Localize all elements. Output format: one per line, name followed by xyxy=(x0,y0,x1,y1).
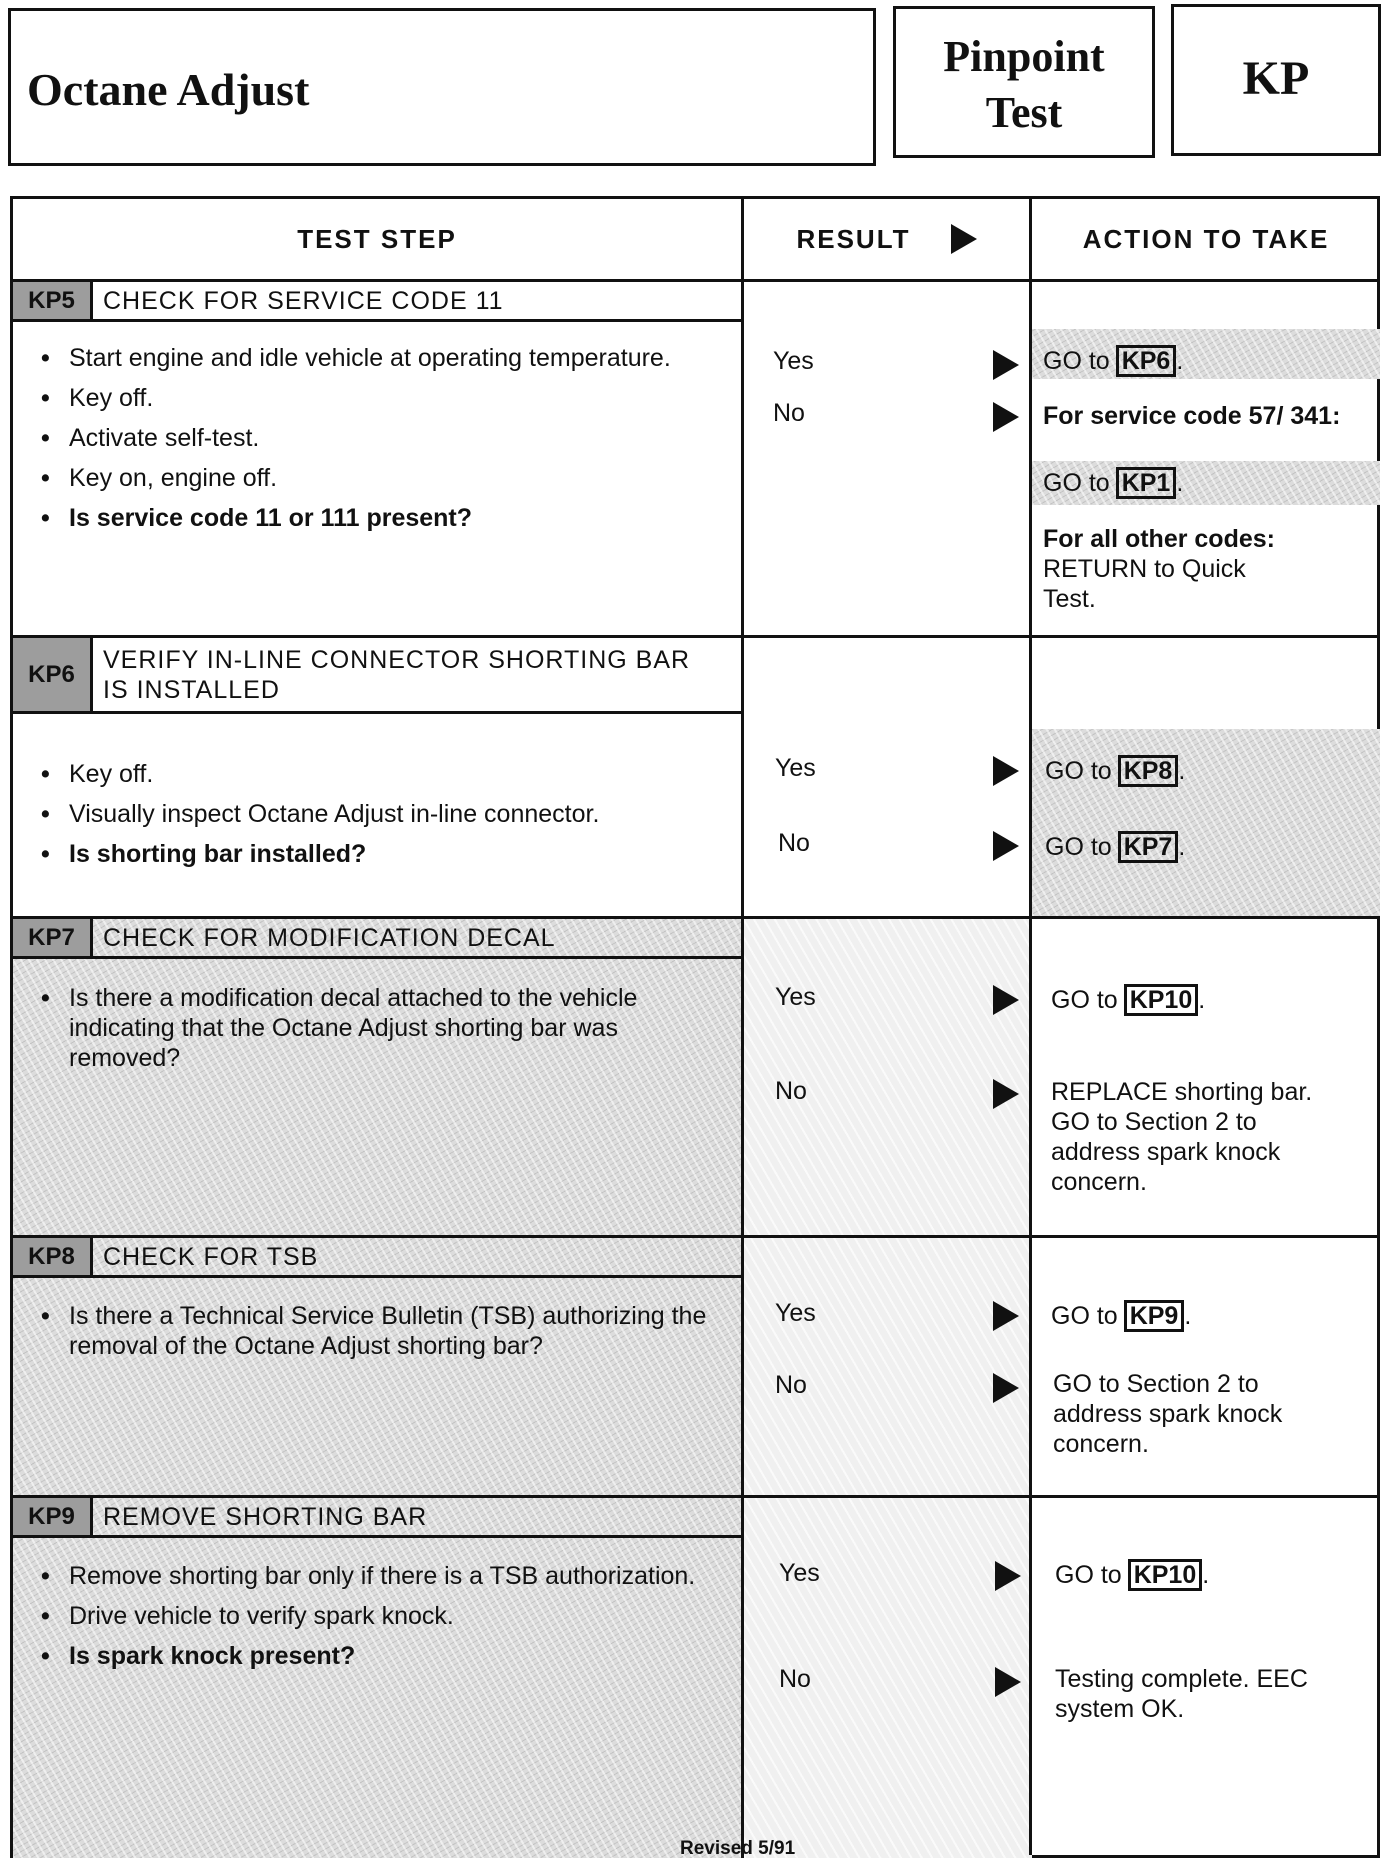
step-tag: KP7 xyxy=(13,919,93,956)
list-item: • Drive vehicle to verify spark knock. xyxy=(41,1601,701,1631)
test-code-box xyxy=(1171,4,1381,156)
action-no: REPLACE shorting bar. GO to Section 2 to address spark knock concern. xyxy=(1051,1078,1313,1196)
action-yes: GO to KP9 . xyxy=(1051,1302,1192,1330)
list-item: • Is there a modification decal attached to the vehicle indicating that the Octane Adjust shorting bar was removed? xyxy=(41,983,721,1073)
action-no: GO to Section 2 to address spark knock concern. xyxy=(1053,1370,1283,1458)
title-box xyxy=(8,8,876,166)
arrow-right-icon xyxy=(995,1667,1021,1697)
step-ref: KP9 xyxy=(1124,1300,1185,1332)
list-item: • Activate self-test. xyxy=(41,423,681,453)
arrow-right-icon xyxy=(951,224,977,254)
list-item: • Is shorting bar installed? xyxy=(41,839,701,869)
action-no-all-text: RETURN to Quick Test. xyxy=(1043,555,1246,613)
result-yes: Yes xyxy=(775,754,816,782)
step-header-kp9 xyxy=(13,1498,741,1538)
action-text: GO to xyxy=(1051,1302,1118,1330)
action-text: GO to xyxy=(1051,986,1118,1014)
step-bullets-kp6 xyxy=(41,759,701,879)
action-text: GO to xyxy=(1045,757,1112,785)
action-text: GO to xyxy=(1043,347,1110,375)
test-code: KP xyxy=(1242,52,1310,105)
step-tag: KP5 xyxy=(13,282,93,319)
step-tag: KP6 xyxy=(13,638,93,711)
step-bullets-kp5 xyxy=(41,343,681,543)
result-no: No xyxy=(775,1371,807,1399)
result-no: No xyxy=(775,1077,807,1105)
action-no-go: GO to KP1 . xyxy=(1043,469,1184,497)
step-bullets-kp8 xyxy=(41,1301,731,1371)
action-no: Testing complete. EEC system OK. xyxy=(1055,1665,1308,1723)
revision-footer: Revised 5/91 xyxy=(680,1838,796,1859)
step-ref: KP6 xyxy=(1116,345,1177,377)
list-item: • Key off. xyxy=(41,383,681,413)
step-title: VERIFY IN-LINE CONNECTOR SHORTING BAR IS INSTALLED xyxy=(103,645,691,704)
result-yes: Yes xyxy=(779,1559,820,1587)
list-item: • Visually inspect Octane Adjust in-line connector. xyxy=(41,799,701,829)
action-no-all-label: For all other codes: xyxy=(1043,525,1275,553)
action-yes: GO to KP6 . xyxy=(1043,347,1184,375)
arrow-right-icon xyxy=(993,350,1019,380)
result-no: No xyxy=(778,829,810,857)
result-yes: Yes xyxy=(775,1299,816,1327)
pinpoint-test-box xyxy=(893,6,1155,158)
result-header-label: RESULT xyxy=(796,223,911,254)
pinpoint-table xyxy=(10,196,1380,1858)
result-no: No xyxy=(779,1665,811,1693)
action-header: ACTION TO TAKE xyxy=(1082,223,1330,254)
arrow-right-icon xyxy=(993,985,1019,1015)
step-ref: KP10 xyxy=(1128,1559,1203,1591)
list-item: • Is service code 11 or 111 present? xyxy=(41,503,681,533)
action-text: GO to xyxy=(1055,1561,1122,1589)
action-yes: GO to KP10 . xyxy=(1051,986,1206,1014)
list-item: • Is spark knock present? xyxy=(41,1641,701,1671)
step-header-kp8 xyxy=(13,1238,741,1278)
step-ref: KP10 xyxy=(1124,984,1199,1016)
page-title: Octane Adjust xyxy=(27,64,310,115)
arrow-right-icon xyxy=(993,831,1019,861)
arrow-right-icon xyxy=(993,1301,1019,1331)
pinpoint-label: Pinpoint Test xyxy=(943,32,1105,137)
step-header-kp6 xyxy=(13,638,741,714)
arrow-right-icon xyxy=(993,1373,1019,1403)
result-yes: Yes xyxy=(775,983,816,1011)
column-divider xyxy=(1029,199,1032,1855)
arrow-right-icon xyxy=(995,1561,1021,1591)
result-yes: Yes xyxy=(773,347,814,375)
list-item: • Start engine and idle vehicle at operating temperature. xyxy=(41,343,681,373)
step-header-kp7 xyxy=(13,919,741,959)
result-header xyxy=(744,199,1029,279)
arrow-right-icon xyxy=(993,756,1019,786)
list-item: • Key on, engine off. xyxy=(41,463,681,493)
step-title: CHECK FOR TSB xyxy=(103,1242,319,1271)
step-tag: KP9 xyxy=(13,1498,93,1535)
step-ref: KP7 xyxy=(1118,831,1179,863)
action-text: GO to xyxy=(1045,833,1112,861)
action-text: GO to xyxy=(1043,469,1110,497)
arrow-right-icon xyxy=(993,402,1019,432)
step-title: CHECK FOR SERVICE CODE 11 xyxy=(103,286,504,315)
column-divider xyxy=(741,199,744,1855)
list-item: • Is there a Technical Service Bulletin (TSB) authorizing the removal of the Octane Adjust shorting bar? xyxy=(41,1301,731,1361)
step-title: CHECK FOR MODIFICATION DECAL xyxy=(103,923,556,952)
step-bullets-kp7 xyxy=(41,983,721,1083)
test-step-header: TEST STEP xyxy=(297,223,457,254)
action-yes: GO to KP8 . xyxy=(1045,757,1186,785)
list-item: • Key off. xyxy=(41,759,701,789)
list-item: • Remove shorting bar only if there is a TSB authorization. xyxy=(41,1561,701,1591)
arrow-right-icon xyxy=(993,1079,1019,1109)
result-no: No xyxy=(773,399,805,427)
action-no-label: For service code 57/ 341: xyxy=(1043,402,1341,430)
step-bullets-kp9 xyxy=(41,1561,701,1681)
step-title: REMOVE SHORTING BAR xyxy=(103,1502,428,1531)
step-ref: KP1 xyxy=(1116,467,1177,499)
step-tag: KP8 xyxy=(13,1238,93,1275)
step-ref: KP8 xyxy=(1118,755,1179,787)
step-header-kp5 xyxy=(13,282,741,322)
action-yes: GO to KP10 . xyxy=(1055,1561,1210,1589)
action-no: GO to KP7 . xyxy=(1045,833,1186,861)
